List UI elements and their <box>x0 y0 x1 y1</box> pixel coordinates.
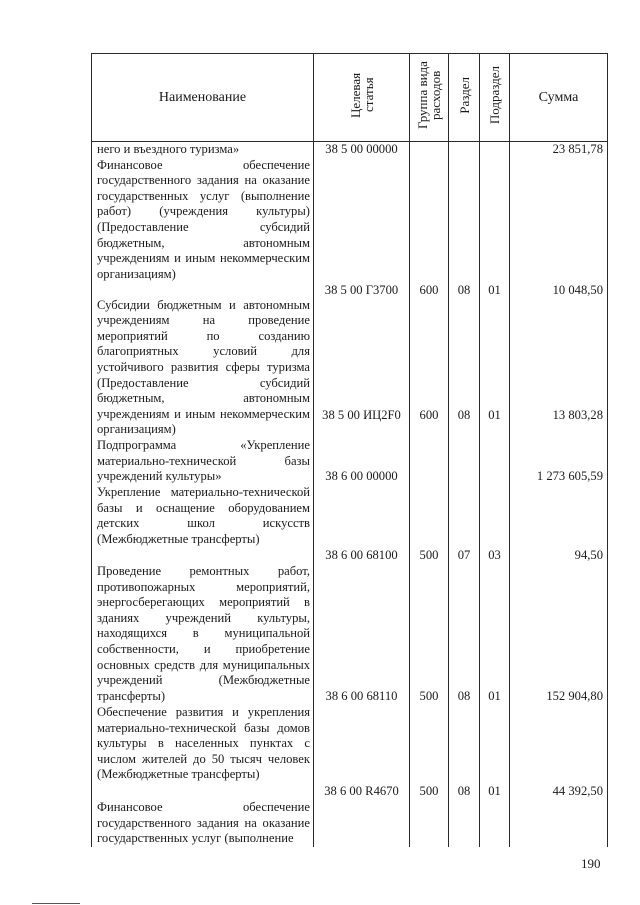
table-row <box>92 158 608 298</box>
row-group: 600 <box>410 298 449 438</box>
row-target: 38 6 00 R4670 <box>314 705 410 800</box>
row-section: 08 <box>449 298 480 438</box>
row-amount: 94,50 <box>510 485 608 564</box>
row-section: 08 <box>449 705 480 800</box>
header-name: Наименование <box>92 54 314 142</box>
row-name: него и въездного туризма» <box>92 142 314 158</box>
row-name: Финансовое обеспечение государственного задания на оказание государственных услуг (выполнение работ) (учреждения культуры) (Предоставление субсидий бюджетным, автономным учреждениям и иным некоммерческим организациям) <box>92 158 314 298</box>
table-row <box>92 485 608 564</box>
row-name: Проведение ремонтных работ, противопожарных мероприятий, энергосберегающих мероприятий в зданиях учреждений культуры, находящихся в муниципальной собственности, и приобретение основных средств для муниципальных учреждений (Межбюджетные трансферты) <box>92 564 314 705</box>
row-group: 500 <box>410 564 449 705</box>
row-amount: 1 273 605,59 <box>510 438 608 485</box>
row-group <box>410 438 449 485</box>
header-expense-group: Группа вида расходов <box>410 54 449 142</box>
row-amount: 152 904,80 <box>510 564 608 705</box>
row-group <box>410 800 449 847</box>
row-target: 38 6 00 00000 <box>314 438 410 485</box>
row-target: 38 5 00 ИЦ2F0 <box>314 298 410 438</box>
table-row <box>92 438 608 485</box>
page-number: 190 <box>581 856 601 871</box>
row-name: Подпрограмма «Укрепление материально-технической базы учреждений культуры» <box>92 438 314 485</box>
row-target: 38 5 00 00000 <box>314 142 410 158</box>
row-subsection: 01 <box>480 564 510 705</box>
row-target: 38 6 00 68100 <box>314 485 410 564</box>
row-subsection <box>480 800 510 847</box>
row-section <box>449 438 480 485</box>
row-amount: 23 851,78 <box>510 142 608 158</box>
row-section <box>449 142 480 158</box>
row-target: 38 6 00 68110 <box>314 564 410 705</box>
table-row <box>92 564 608 705</box>
footer-divider <box>32 903 80 904</box>
header-row <box>92 54 608 142</box>
row-amount: 10 048,50 <box>510 158 608 298</box>
table-row <box>92 705 608 800</box>
header-section: Раздел <box>449 54 480 142</box>
row-section: 08 <box>449 158 480 298</box>
table-row <box>92 298 608 438</box>
header-amount: Сумма <box>510 54 608 142</box>
row-section: 08 <box>449 564 480 705</box>
row-target: 38 5 00 Г3700 <box>314 158 410 298</box>
row-subsection <box>480 142 510 158</box>
row-subsection: 03 <box>480 485 510 564</box>
row-group: 500 <box>410 705 449 800</box>
row-section <box>449 800 480 847</box>
table-row <box>92 142 608 158</box>
row-name: Финансовое обеспечение государственного задания на оказание государственных услуг (выполнение <box>92 800 314 847</box>
row-subsection <box>480 438 510 485</box>
row-group: 500 <box>410 485 449 564</box>
row-subsection: 01 <box>480 158 510 298</box>
row-amount: 44 392,50 <box>510 705 608 800</box>
row-target <box>314 800 410 847</box>
table-row <box>92 800 608 847</box>
row-section: 07 <box>449 485 480 564</box>
row-group <box>410 142 449 158</box>
row-amount <box>510 800 608 847</box>
row-name: Укрепление материально-технической базы и оснащение оборудованием детских школ искусств (Межбюджетные трансферты) <box>92 485 314 564</box>
row-name: Обеспечение развития и укрепления материально-технической базы домов культуры в населенных пунктах с числом жителей до 50 тысяч человек (Межбюджетные трансферты) <box>92 705 314 800</box>
row-group: 600 <box>410 158 449 298</box>
row-subsection: 01 <box>480 298 510 438</box>
row-subsection: 01 <box>480 705 510 800</box>
header-target-article: Целевая статья <box>314 54 410 142</box>
row-amount: 13 803,28 <box>510 298 608 438</box>
row-name: Субсидии бюджетным и автономным учреждениям на проведение мероприятий по созданию благоприятных условий для устойчивого развития сферы туризма (Предоставление субсидий бюджетным, автономным учреждениям и иным некоммерческим организациям) <box>92 298 314 438</box>
header-subsection: Подраздел <box>480 54 510 142</box>
budget-table <box>91 53 608 847</box>
